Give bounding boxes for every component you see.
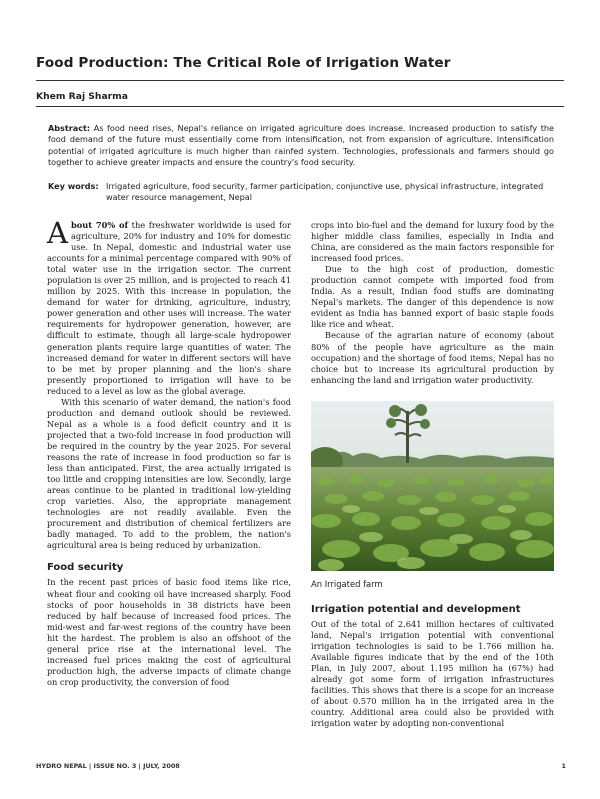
paragraph-bio-fuel: crops into bio-fuel and the demand for luxury food by the higher middle class families, especially in India and China, are considered as the main factors responsible for increased food prices. — [311, 220, 554, 264]
right-column-bottom — [311, 604, 554, 730]
heading-food-security: Food security — [47, 562, 124, 574]
paragraph-production-cost: Due to the high cost of production, domestic production cannot compete with imported food from India. As a result, Indian food stuffs are dominating Nepal's markets. The danger of this dependence is now evident as India has banned export of basic staple foods like rice and wheat. — [311, 264, 554, 330]
irrigated-farm-photo — [311, 401, 554, 571]
keywords-text: Irrigated agriculture, food security, farmer participation, conjunctive use, physical infrastructure, integrated water resource management, Nepal — [106, 181, 544, 203]
right-column-top — [311, 220, 554, 386]
author-name: Khem Raj Sharma — [36, 91, 128, 102]
page-footer — [36, 762, 566, 770]
article-title: Food Production: The Critical Role of Irrigation Water — [36, 55, 451, 71]
intro-bold: bout 70% of — [70, 220, 129, 230]
heading-irrigation-potential: Irrigation potential and development — [311, 604, 521, 615]
left-column — [47, 216, 291, 688]
paragraph-scenario: With this scenario of water demand, the nation's food production and demand outlook should be reviewed. Nepal as a whole is a food deficit country and it is projected that a two-fold increase in food production will be required in the country by the year 2025. For several reasons the rate of increase in food production so far is less than anticipated. First, the area actually irrigated is too little and cropping intensities are low. Secondly, large areas continue to be planted in traditional low-yielding crop varieties. Also, the appropriate management technologies are not readily available. Even the procurement and distribution of chemical fertilizers are badly managed. To add to the problem, the nation's agricultural area is being reduced by urbanization. — [47, 396, 291, 551]
abstract-label: Abstract: — [48, 123, 91, 133]
keywords — [48, 181, 558, 204]
keywords-label: Key words: — [48, 181, 99, 191]
abstract-text: As food need rises, Nepal's reliance on irrigated agriculture does increase. Increased production to satisfy the food demand of the future must essentially come from intensification, not from expansion of agriculture. Intensification potential of irrigated agriculture is much higher than rainfed system. Technologies, professionals and farmers should go together to achieve greater impacts and ensure the country's food security. — [48, 123, 554, 167]
paragraph-agrarian: Because of the agrarian nature of economy (about 80% of the people have agriculture as the main occupation) and the shortage of food items, Nepal has no choice but to increase its agricultural production by enhancing the land and irrigation water productivity. — [311, 330, 554, 385]
abstract — [48, 123, 554, 168]
paragraph-intro: the freshwater worldwide is used for agriculture, 20% for industry and 10% for domestic use. In Nepal, domestic and industrial water use accounts for a minimal percentage compared with 90% of total water use in the irrigation sector. The current population is over 25 million, and is projected to reach 41 million by 2025. With this increase in population, the demand for water for drinking, agriculture, industry, power generation and other uses will increase. The water requirements for hydropower generation, however, are difficult to estimate, though all large-scale hydropower generation plants require large quantities of water. The increased demand for water in different sectors will have to be met by proper planning and the lion's share presently proportioned to irrigation will have to be reduced to a level as low as the global average. — [47, 220, 291, 396]
photo-caption: An Irrigated farm — [311, 579, 383, 589]
paragraph-food-security: In the recent past prices of basic food items like rice, wheat flour and cooking oil have increased sharply. Food stocks of poor households in 38 districts have been reduced by half because of increased food prices. The mid-west and far-west regions of the country have been hit the hardest. The problem is also an offshoot of the general price rise at the international level. The increased fuel prices making the cost of agricultural production high, the adverse impacts of climate change on crop productivity, the conversion of food — [47, 577, 291, 687]
page-number: 1 — [561, 762, 566, 770]
author-divider — [36, 106, 564, 107]
drop-cap: A — [47, 216, 68, 250]
journal-info: HYDRO NEPAL | ISSUE NO. 3 | JULY, 2008 — [36, 762, 180, 770]
title-divider — [36, 80, 564, 81]
paragraph-irrigation-potential: Out of the total of 2.641 million hectares of cultivated land, Nepal's irrigation potential with conventional irrigation technologies is said to be 1.766 million ha. Available figures indicate that by the end of the 10th Plan, in July 2007, about 1.195 million ha (67%) had already got some form of irrigation infrastructures facilities. This shows that there is a scope for an increase of about 0.570 million ha in the irrigated area in the country. Additional area could also be provided with irrigation water by adopting non-conventional — [311, 619, 554, 729]
